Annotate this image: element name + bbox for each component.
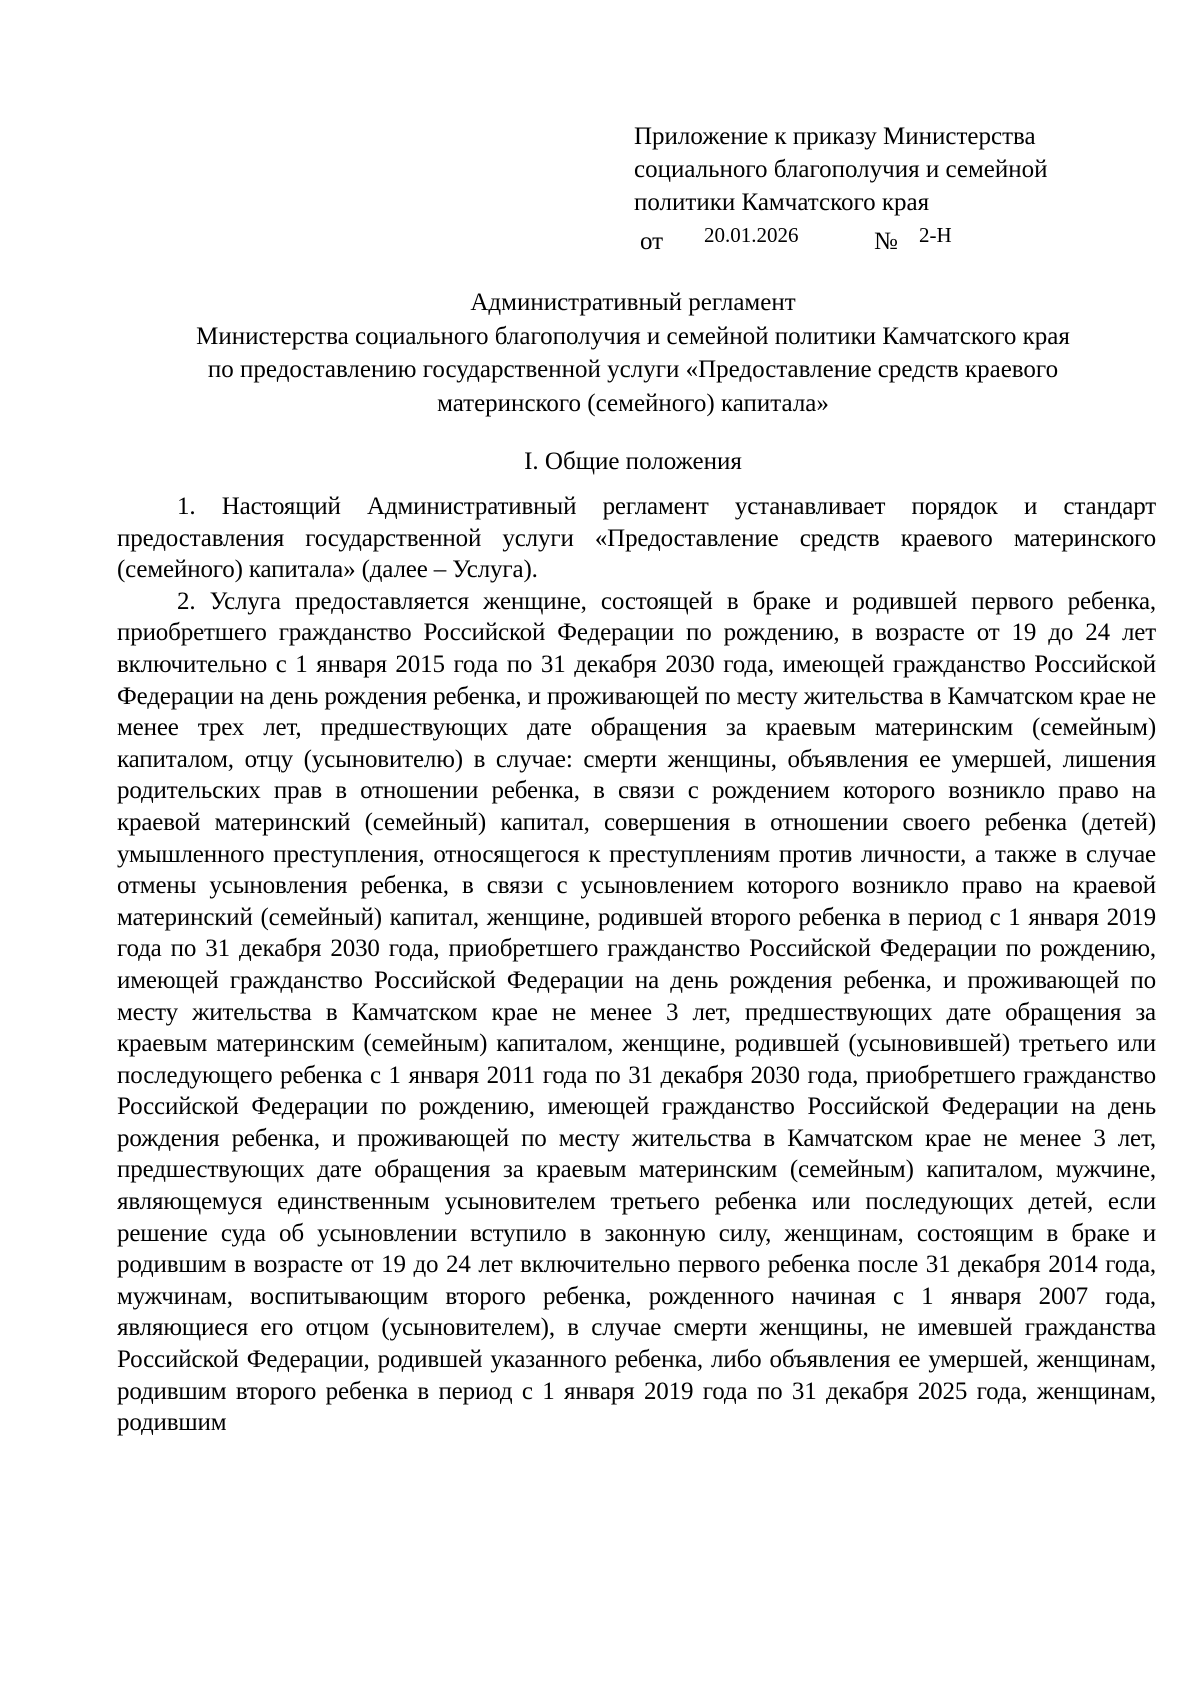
title-line-2: Министерства социального благополучия и семейной политики Камчатского края (196, 322, 1070, 350)
order-date: 20.01.2026 (704, 223, 799, 247)
document-title (110, 286, 1156, 420)
paragraph-1: 1. Настоящий Административный регламент устанавливает порядок и стандарт предоставления государственной услуги «Предоставление средств краевого материнского (семейного) капитала» (далее – Услуга). (117, 493, 1156, 584)
approval-line-2: социального благополучия и семейной (634, 156, 1048, 183)
title-line-4: материнского (семейного) капитала» (437, 389, 829, 417)
order-details (634, 219, 1114, 253)
order-number-sign: № (874, 228, 898, 255)
title-line-1: Административный регламент (470, 289, 796, 316)
order-date-label: от (640, 228, 664, 255)
approval-line-1: Приложение к приказу Министерства (634, 123, 1036, 150)
section-heading: I. Общие положения (524, 448, 742, 475)
order-number: 2-Н (919, 223, 952, 247)
approval-block (634, 120, 1114, 255)
paragraph-2: 2. Услуга предоставляется женщине, состоящей в браке и родившей первого ребенка, приобретшего гражданство Российской Федерации по рождению, в возрасте от 19 до 24 лет включительно с 1 января 2015 года по 31 декабря 2030 года, имеющей гражданство Российской Федерации на день рождения ребенка, и проживающей по месту жительства в Камчатском крае не менее трех лет, предшествующих дате обращения за краевым материнским (семейным) капиталом, отцу (усыновителю) в случае: смерти женщины, объявления ее умершей, лишения родительских прав в отношении ребенка, в связи с рождением которого возникло право на краевой материнский (семейный) капитал, совершения в отношении своего ребенка (детей) умышленного преступления, относящегося к преступлениям против личности, а также в случае отмены усыновления ребенка, в связи с усыновлением которого возникло право на краевой материнский (семейный) капитал, женщине, родившей второго ребенка в период с 1 января 2019 года по 31 декабря 2030 года, приобретшего гражданство Российской Федерации по рождению, имеющей гражданство Российской Федерации на день рождения ребенка, и проживающей по месту жительства в Камчатском крае не менее 3 лет, предшествующих дате обращения за краевым материнским (семейным) капиталом, женщине, родившей (усыновившей) третьего или последующего ребенка с 1 января 2011 года по 31 декабря 2030 года, приобретшего гражданство Российской Федерации по рождению, имеющей гражданство Российской Федерации на день рождения ребенка, и проживающей по месту жительства в Камчатском крае не менее 3 лет, предшествующих дате обращения за краевым материнским (семейным) капиталом, мужчине, являющемуся единственным усыновителем третьего ребенка или последующих детей, если решение суда об усыновлении вступило в законную силу, женщинам, состоящим в браке и родившим в возрасте от 19 до 24 лет включительно первого ребенка после 31 декабря 2014 года, мужчинам, воспитывающим второго ребенка, рожденного начиная с 1 января 2007 года, являющиеся его отцом (усыновителем), в случае смерти женщины, не имевшей гражданства Российской Федерации, родившей указанного ребенка, либо объявления ее умершей, женщинам, родившим второго ребенка в период с 1 января 2019 года по 31 декабря 2025 года, женщинам, родившим (117, 587, 1156, 1437)
title-line-3: по предоставлению государственной услуги «Предоставление средств краевого (207, 356, 1059, 383)
approval-line-3: политики Камчатского края (634, 189, 930, 216)
document-body (117, 491, 1156, 1439)
